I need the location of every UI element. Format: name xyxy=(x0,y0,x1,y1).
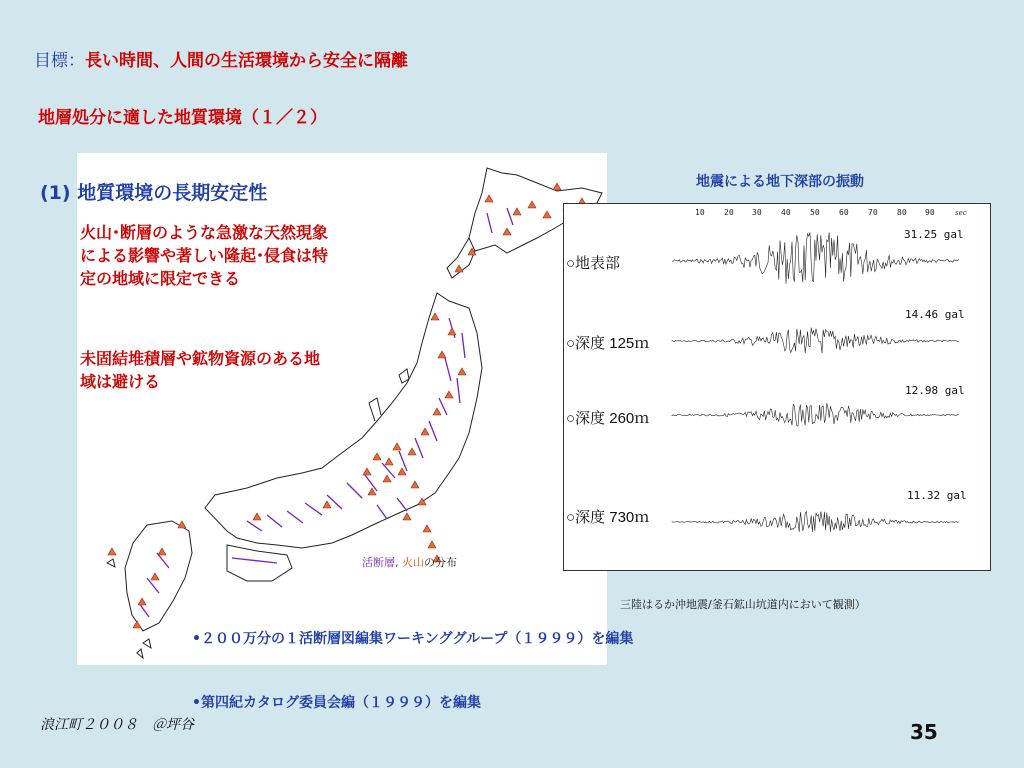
time-tick: 50 xyxy=(810,208,820,217)
time-tick: 20 xyxy=(724,208,734,217)
time-tick: 40 xyxy=(781,208,791,217)
trace-peak-0: 31.25 gal xyxy=(904,228,964,241)
stability-paragraph-1: 火山･断層のような急激な天然現象による影響や著しい隆起･侵食は特定の地域に限定できる xyxy=(80,223,329,288)
footer-author: 浪江町２００８ ＠坪谷 xyxy=(40,717,194,733)
page-number: 35 xyxy=(910,720,938,744)
observation-note: 三陸はるか沖地震/釜石鉱山坑道内において観測） xyxy=(620,598,866,611)
time-tick: 30 xyxy=(752,208,762,217)
stability-paragraph-2: 未固結堆積層や鉱物資源のある地域は避ける xyxy=(80,349,321,391)
goal-text: 長い時間、人間の生活環境から安全に隔離 xyxy=(85,51,408,71)
reference-1: •２００万分の１活断層図編集ワーキンググループ（１９９９）を編集 xyxy=(192,631,634,647)
time-tick: 80 xyxy=(897,208,907,217)
waveform-trace xyxy=(672,512,959,533)
time-unit: sec xyxy=(955,209,967,217)
trace-label-2: ○深度 260ｍ xyxy=(566,410,650,427)
trace-peak-3: 11.32 gal xyxy=(907,489,967,502)
caption-volcano: 火山 xyxy=(402,556,424,569)
time-tick: 70 xyxy=(868,208,878,217)
waveform-trace xyxy=(672,328,959,354)
caption-faults: 活断層, xyxy=(362,556,399,569)
reference-2: •第四紀カタログ委員会編（１９９９）を編集 xyxy=(192,695,481,711)
seismograph-chart xyxy=(563,203,991,571)
seismograph-title: 地震による地下深部の振動 xyxy=(696,174,864,190)
waveform-trace xyxy=(672,233,959,284)
time-tick: 10 xyxy=(695,208,705,217)
waveform-plot xyxy=(564,204,990,570)
trace-peak-1: 14.46 gal xyxy=(905,308,965,321)
trace-label-1: ○深度 125ｍ xyxy=(566,335,650,352)
goal-line xyxy=(34,46,408,71)
trace-label-0: ○地表部 xyxy=(566,255,621,272)
time-tick: 60 xyxy=(839,208,849,217)
caption-suffix: の分布 xyxy=(424,556,457,569)
trace-label-3: ○深度 730ｍ xyxy=(566,509,650,526)
trace-peak-2: 12.98 gal xyxy=(905,384,965,397)
map-caption xyxy=(362,554,457,570)
goal-label: 目標： xyxy=(34,51,85,71)
slide-subtitle: 地層処分に適した地質環境（１／２） xyxy=(38,108,327,128)
section-heading: (1) 地質環境の長期安定性 xyxy=(40,182,268,204)
time-tick: 90 xyxy=(925,208,935,217)
waveform-trace xyxy=(672,403,959,426)
